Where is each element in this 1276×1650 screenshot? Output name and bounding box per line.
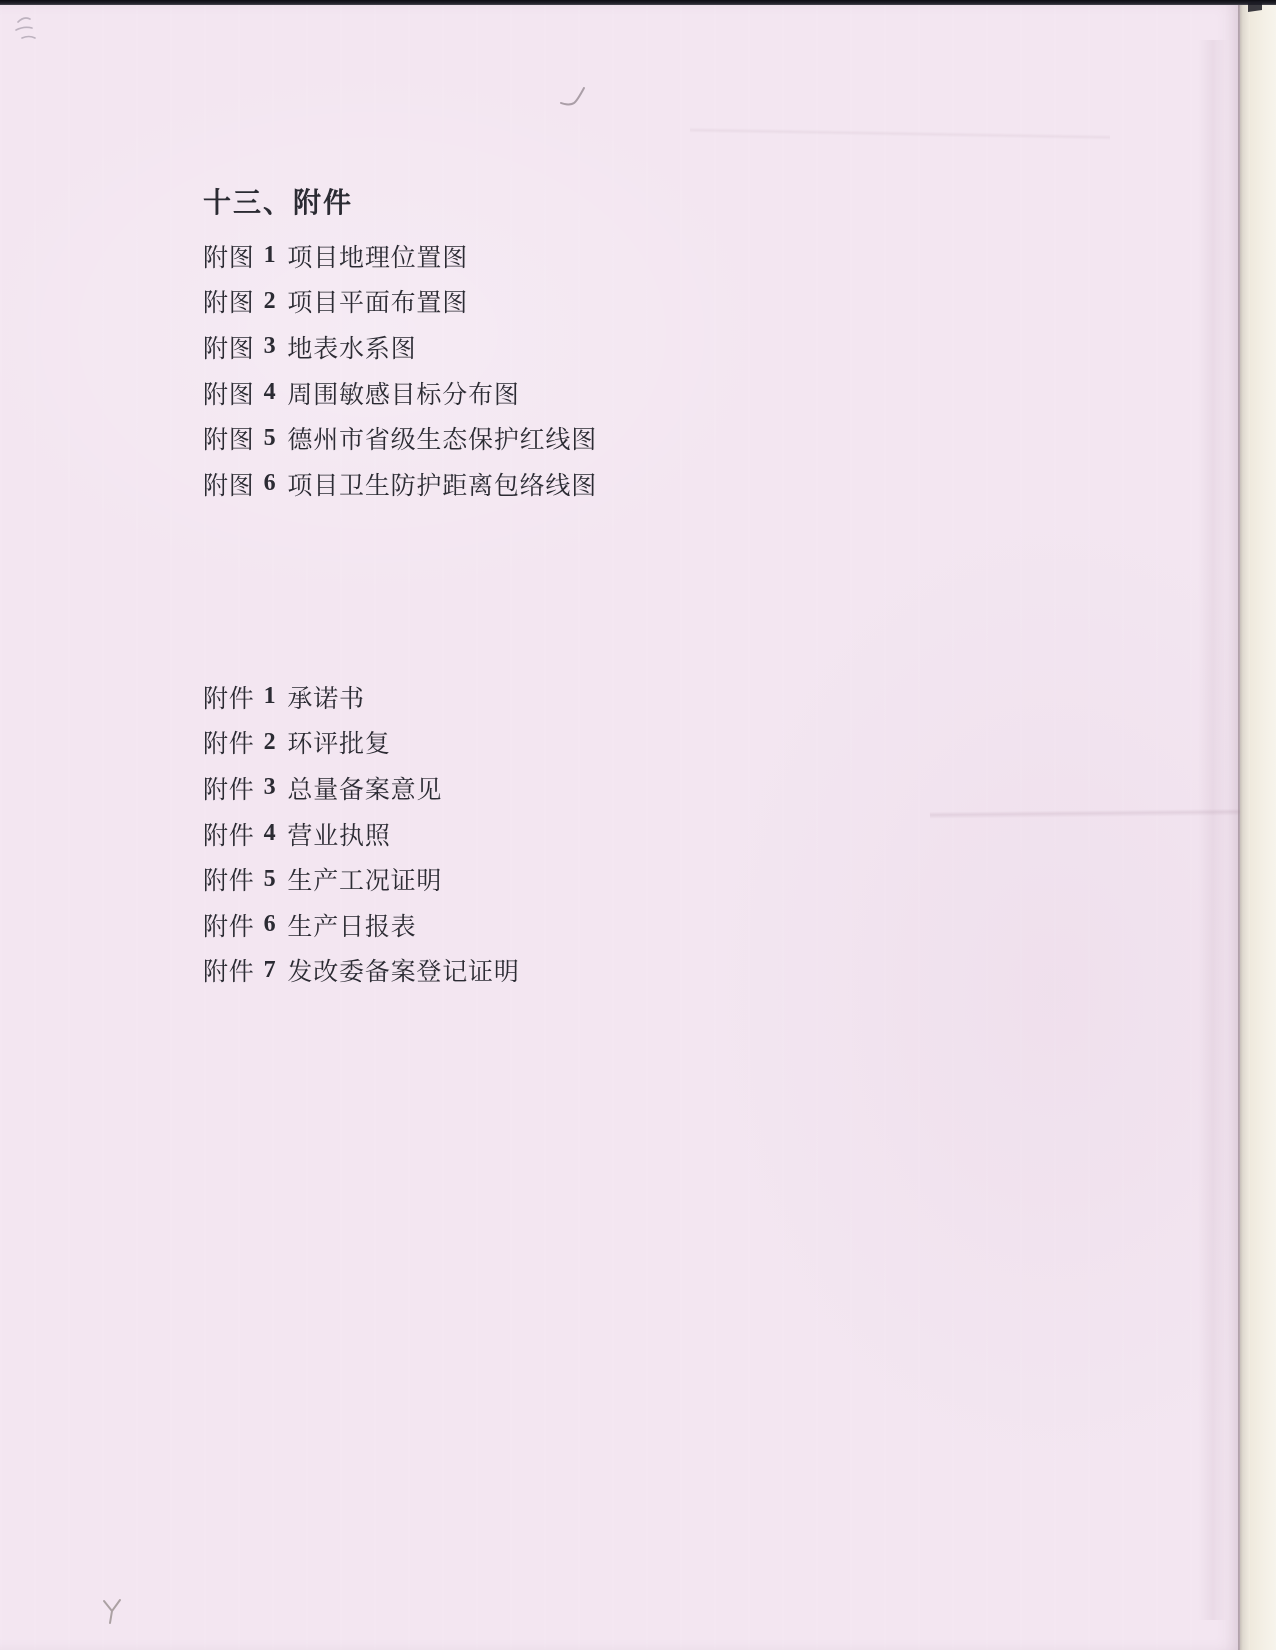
attachment-number: 4 bbox=[263, 820, 277, 847]
attachment-prefix: 附件 bbox=[203, 822, 255, 850]
figure-title: 地表水系图 bbox=[287, 335, 417, 363]
attachment-title: 承诺书 bbox=[287, 685, 365, 713]
attachment-list-item bbox=[203, 765, 520, 811]
attachment-list-item bbox=[203, 856, 520, 902]
scanner-margin-right bbox=[1250, 4, 1276, 1650]
attachment-prefix: 附件 bbox=[203, 776, 255, 804]
attachment-number: 5 bbox=[263, 865, 277, 892]
figure-number: 1 bbox=[263, 242, 277, 269]
stray-y-mark bbox=[100, 1598, 124, 1631]
figure-number: 6 bbox=[263, 470, 277, 497]
figure-prefix: 附图 bbox=[203, 290, 255, 318]
figure-list-item bbox=[203, 233, 597, 279]
attachment-prefix: 附件 bbox=[203, 731, 255, 759]
attachment-prefix: 附件 bbox=[203, 868, 255, 896]
attachment-title: 营业执照 bbox=[287, 822, 391, 850]
attachment-prefix: 附件 bbox=[203, 685, 255, 713]
attachment-prefix: 附件 bbox=[203, 959, 255, 987]
figure-list bbox=[203, 233, 597, 507]
figure-prefix: 附图 bbox=[203, 427, 255, 455]
figure-title: 项目地理位置图 bbox=[287, 244, 469, 272]
scanner-edge-top bbox=[0, 0, 1276, 5]
figure-title: 周围敏感目标分布图 bbox=[287, 381, 520, 409]
attachment-list-item bbox=[203, 948, 520, 994]
attachment-number: 2 bbox=[263, 728, 277, 755]
paper-crease bbox=[1198, 40, 1228, 1620]
attachment-prefix: 附件 bbox=[203, 913, 255, 941]
figure-number: 4 bbox=[263, 379, 277, 406]
attachment-list-item bbox=[203, 811, 520, 857]
figure-list-item bbox=[203, 324, 597, 370]
section-heading: 十三、附件 bbox=[203, 188, 354, 219]
attachment-list-item bbox=[203, 720, 520, 766]
attachment-number: 3 bbox=[263, 774, 277, 801]
attachment-number: 7 bbox=[263, 956, 277, 983]
attachment-number: 6 bbox=[263, 911, 277, 938]
figure-prefix: 附图 bbox=[203, 472, 255, 500]
attachment-list-item bbox=[203, 902, 520, 948]
figure-prefix: 附图 bbox=[203, 244, 255, 272]
attachment-list bbox=[203, 674, 520, 993]
figure-title: 德州市省级生态保护红线图 bbox=[287, 427, 598, 455]
attachment-number: 1 bbox=[263, 683, 277, 710]
figure-list-item bbox=[203, 415, 597, 461]
figure-number: 5 bbox=[263, 424, 277, 451]
figure-list-item bbox=[203, 279, 597, 325]
figure-title: 项目平面布置图 bbox=[287, 290, 469, 318]
attachment-title: 发改委备案登记证明 bbox=[287, 959, 520, 987]
figure-title: 项目卫生防护距离包络线图 bbox=[287, 472, 598, 500]
attachment-title: 生产日报表 bbox=[287, 913, 417, 941]
figure-list-item bbox=[203, 461, 597, 507]
pen-check-mark bbox=[558, 84, 590, 115]
attachment-title: 生产工况证明 bbox=[287, 868, 443, 896]
attachment-title: 总量备案意见 bbox=[287, 776, 443, 804]
figure-list-item bbox=[203, 370, 597, 416]
figure-prefix: 附图 bbox=[203, 335, 255, 363]
figure-number: 2 bbox=[263, 287, 277, 314]
attachment-title: 环评批复 bbox=[287, 731, 391, 759]
attachment-list-item bbox=[203, 674, 520, 720]
pencil-scribble-mark bbox=[12, 14, 46, 53]
paper-edge-shadow bbox=[1238, 4, 1250, 1650]
figure-prefix: 附图 bbox=[203, 381, 255, 409]
figure-number: 3 bbox=[263, 333, 277, 360]
